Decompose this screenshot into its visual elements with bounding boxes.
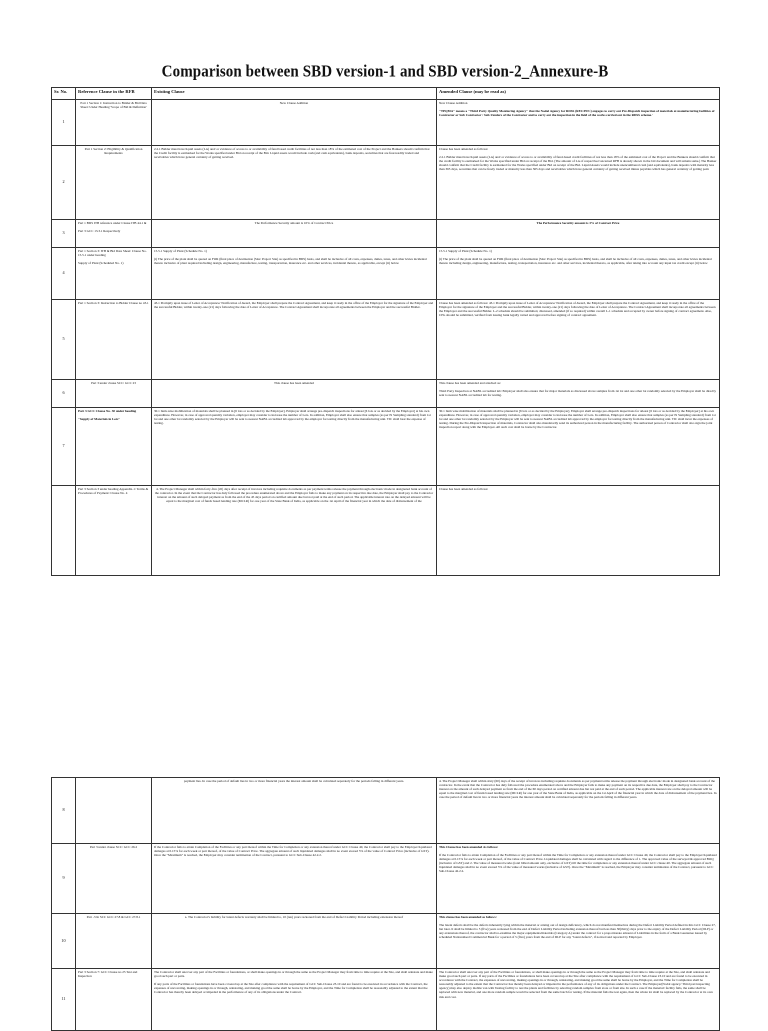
document-title: Comparison between SBD version-1 and SBD version-2_Annexure-B bbox=[161, 62, 609, 82]
row-amended-clause bbox=[437, 100, 720, 146]
table-row bbox=[52, 844, 720, 914]
amended-lead: 15.5.1 Supply of Plant (Schedule No. 1) bbox=[439, 249, 492, 253]
row-existing-clause: The Contractor shall uncover any part of the Facilities or foundations, or shall make openings in or through the same as the Project Manager may from time to time require at the Site, and shall reinstate and make good such part or parts. If any parts of the Facilities or foundations have been covered up at the Site after compliance with the requirement of GCC Sub-Clause 23.10 and are found to be executed in accordance with the Contract, the expenses of uncovering, making openings in or through, reinstating, and making good the same shall be borne by the Employer, and the Time for Completion shall be reasonably adjusted to the extent that the Contractor has thereby been delayed or impeded in the performance of any of its obligations under the Contract. bbox=[152, 969, 437, 1031]
row-existing-clause: 15.5.1 Supply of Plant (Schedule No. 1) (i) The price of the plant shall be quoted on FOR (final place of destination (Site/ Project Site) as specified in BDS) basis, and shall be inclusive of all costs, expenses, duties, taxes, and other levies incidental thereto inclusive of plant required including design, engineering, manufacture, testing, transportation, insurance etc. and other services, incidental thereto, as applicable, except (ii) below bbox=[152, 248, 437, 300]
table-row bbox=[52, 300, 720, 380]
header-amended-clause: Amended Clause (may be read as) bbox=[437, 88, 720, 100]
document-page-2 bbox=[51, 777, 719, 1031]
header-sr-no: Sr. No. bbox=[52, 88, 76, 100]
row-sr-no: 5 bbox=[52, 300, 76, 380]
row-amended-clause bbox=[437, 248, 720, 300]
table-row bbox=[52, 778, 720, 844]
row-sr-no: 8 bbox=[52, 778, 76, 844]
comparison-table bbox=[51, 87, 720, 576]
row-sr-no: 4 bbox=[52, 248, 76, 300]
table-row bbox=[52, 146, 720, 220]
row-reference-clause: Part 1 Section 2: Eligibility & Qualification Requirements bbox=[76, 146, 152, 220]
amended-text: 2.2.1 Bidder must have liquid assets (LA) and/ or evidence of access to or availability of fund-based credit facilities of not less than 18% of the estimated cost of the Project and the Bankers should confirm that the credit facility is earmarked for the Works specified under Bid on receipt of the Bid. (The amount of LA of respective/concerned RFB is already shown in the bid document and will remain same.) The Banker should confirm that the Credit facility is earmarked for the Works specified under Bid on receipt of the Bid. Liquid Assets would include unencumbered cash (and equivalents), bank deposits with maturity less than 365 days, securities that can be freely traded or maturity less than 365 days and receivables which have general certainty of getting received minus payables which has general certainty of getting paid. bbox=[439, 155, 717, 172]
row-amended-clause bbox=[437, 146, 720, 220]
document-page-1 bbox=[51, 56, 719, 576]
row-amended-clause: Clause has been amended as follows: 43.1 Promptly upon issue of Letter of Acceptance/ Notification of Award, the Employer shall prepare the Contract Agreement, and keep it ready in the office of the Employer for the signature of the Employer and the successful Bidder, within twenty-one (21) days following the date of Letter of Acceptance. The Contract Agreement shall incorporate all agreements between the Employer and the successful Bidder. L-2 schedule should be submitted, discussed, amended (if so required) within overall L-1 schedule and accepted by owner before signing of contract agreement. Also, CPG should be submitted, verified from issuing bank legally vetted and approved before signing of contract agreement. bbox=[437, 300, 720, 380]
amended-lead: This Clause has been amended As follows: bbox=[439, 845, 499, 849]
amended-lead: New Clause Addition bbox=[439, 101, 468, 105]
amended-text: If the Contractor fails to attain Completion of the Facilities or any part thereof within the Time for Completion or any extension thereof under GCC Clause 40, the Contractor shall pay to the Employer liquidated damages at 0.15% for each week or part thereof, of the value of Contract Price. Liquidated damages shall be calculated with regard to the difference of 1. The approved value of the surveyed & approved BOQ (inclusive of GST) and 2. The value of measured works (total billed amount only, exclusive of GST) till the time for completion or any extension thereof under GCC clause 40. The aggregate amount of such liquidated damages shall in no event exceed 5% of the value of measured works (inclusive of GST). Once the "Maximum" is reached, the Employer may consider termination of the Contract, pursuant to GCC Sub-Clause 42.2.2. bbox=[439, 853, 717, 874]
row-sr-no: 7 bbox=[52, 408, 76, 486]
comparison-table-continued bbox=[51, 777, 720, 1031]
row-existing-clause: payment lies. In case the period of default lies in two or more financial years the interest amount shall be calculated separately for the periods falling in different years. bbox=[152, 778, 437, 844]
table-row bbox=[52, 220, 720, 248]
row-reference-clause: Part 3 under clause SCC: GCC 23 bbox=[76, 380, 152, 408]
row-reference-clause: Part 3 Section 7: GCC Clause no 25 Test and Inspection bbox=[76, 969, 152, 1031]
amended-text: "TPQMA" means a "Third Party Quality Monitoring Agency" that the Nodal Agency for RDSS (REC/PFC) engages to carry out Pre-Dispatch inspection of materials at manufacturing facilities of Contractor or Sub Contractor / Sub-Vendors of the Contractor and to carry out the inspection in the field of the works carried out in the RDSS scheme.' bbox=[439, 109, 715, 118]
row-sr-no: 10 bbox=[52, 914, 76, 969]
row-sr-no: 3 bbox=[52, 220, 76, 248]
table-row bbox=[52, 914, 720, 969]
row-existing-clause: 4. The Project Manager shall within forty-five (45) days after receipt of invoices including requisite documents as per payment terms release the payment through electronic mode in designated bank account of the contractor. In the event that the Contractor has duly followed the procedure enumerated above and the Employer fails to make any payment on its respective due date, the Employer shall pay to the Contractor interest on the amount of such delayed payment as from the end of the 45 days period on certified amount due but not paid at the end of such period. The applicable interest rate on the delayed amount will be equal to the marginal cost of funds based lending rate (MCLR) for one year of the State Bank of India, as applicable on the 1st April of the financial year in which the date of disbursement of the bbox=[152, 486, 437, 576]
table-row bbox=[52, 969, 720, 1031]
row-existing-clause: 30.1 Item-wise mobilization of materials shall be planned in [6 lots or as decided by the Employer]. Employer shall arrange pre-dispatch inspections for atleast [6 lots or as decided by the Employer] at his own expenditure. However, in case of approved quantity variation, employer may consider to increase the number of Lots. In addition, Employer shall also ensure that samples (as per IS Sampling standard) from 1st lot and one other lot randomly selected by the Employer will be sent to nearest NABL accredited lab approved by the employer for testing directly from the manufacturing unit. TIC shall bear the expense of testing. bbox=[152, 408, 437, 486]
table-row bbox=[52, 380, 720, 408]
row-sr-no: 1 bbox=[52, 100, 76, 146]
amended-text: Third Party Inspection at NABL accredited lab: Employer shall also ensure that for major materials as discussed above samples from 1st lot and one other lot randomly selected by the Employer shall be directly sent to nearest NABL accredited lab for testing. bbox=[439, 389, 717, 398]
amended-lead: This clause has been amended and attached as: bbox=[439, 381, 501, 385]
row-amended-clause bbox=[437, 914, 720, 969]
table-row bbox=[52, 100, 720, 146]
amended-text: (i) The price of the plant shall be quoted on FOR (final place of destination (Site/ Project Site) as specified in BDS) basis, and shall be inclusive of all costs, expenses, duties, taxes, and other levies incidental thereto including design, engineering, manufacture, testing, transportation, insurance etc. and other services, incidental thereto, as applicable, after taking into account any input tax credit except (ii) below bbox=[439, 257, 712, 266]
row-reference-clause: Part 1 Section 1: Instruction to Bidder & Bid Data Sheet: Under Heading 'Scope of Bid & Definition' bbox=[76, 100, 152, 146]
table-row bbox=[52, 248, 720, 300]
header-reference-clause: Reference Clause in the RFB bbox=[76, 88, 152, 100]
row-amended-clause: 4. The Project Manager shall within sixty (60) days of the receipt of invoices including requisite documents as per payment terms release the payment through electronic mode in designated bank account of the contractor. In the event that the Contractor has duly followed the procedure enumerated above and the Employer fails to make any payment on its respective due date, the Employer shall pay to the Contractor interest on the amount of such delayed payment as from the end of the 60 days period on certified amount due but not paid at the end of such period. The applicable interest rate on the delayed amount will be equal to the marginal cost of funds based lending rate (MCLR) for one year of the State Bank of India, as applicable on the 1st April of the financial year in which the date of disbursement of the payment lies. In case the period of default lies in two or more financial years the interest amount shall be calculated separately for the periods falling in different years. bbox=[437, 778, 720, 844]
row-existing-clause: If the Contractor fails to attain Completion of the Facilities or any part thereof within the Time for Completion or any extension thereof under GCC Clause 40, the Contractor shall pay to the Employer liquidated damages at 0.15% for each week or part thereof, of the value of Contract Price. The aggregate amount of such liquidated damages shall in no event exceed 5% of the value of Contract Price (inclusive of GST). Once the "Maximum" is reached, the Employer may consider termination of the Contract, pursuant to GCC Sub-Clause 42.2.2. bbox=[152, 844, 437, 914]
row-amended-clause: 30.1 Item wise mobilization of materials shall be planned in [6 lots or as decided by the Employer]. Employer shall arrange pre-dispatch inspections for atleast [6 lots or as decided by the Employer] at his own expenditure. However, in case of approved quantity variation, employer may consider to increase the number of Lots. In addition, Employer shall also ensure that samples (as per IS Sampling standard) from 1st lot and one other lot randomly selected by the Employer will be sent to nearest NABL accredited lab approved by the employer for testing directly from the manufacturing unit. TIC shall incur the expenses of testing. During the Pre-Dispatch inspection of materials, Contractor shall also mandatorily send its authorized person in the manufacturing facility. The authorized person of Contractor shall also sign the joint inspection report along with the Employer. All such cost shall be borne by the Contractor. bbox=[437, 408, 720, 486]
row-sr-no: 9 bbox=[52, 844, 76, 914]
row-reference-clause: Part 3 GCC Clause No. 30 under heading "Supply of Materials in Lots" bbox=[76, 408, 152, 486]
row-amended-clause bbox=[437, 380, 720, 408]
header-existing-clause: Existing Clause bbox=[152, 88, 437, 100]
table-row bbox=[52, 408, 720, 486]
amended-text: The latent defects shall be the defects inherently lying within the material or arising out of design deficiency, which do not manifest themselves during the Defect Liability Period defined in this GCC Clause 27, but later. It shall be limited to 5 (five) years reckoned from the end of Defect Liability Period including extension thereof but less than 30(thirty) days prior to the expiry of the Defect Liability Period (DLP) or any extensions thereof, the contractor shall re-examine the major equipments/materials (Category A) under the contract for a proportionate amount of Liabilities in the form of a Bank Guarantee issued by scheduled Nationalised Commercial Bank for a period of 5 (five) years from the end of DLP for any "latent defects", if noticed and reported by Employer. bbox=[439, 923, 716, 940]
row-reference-clause: Part 1 Section 3: ITB & Bid Data Sheet: Clause No. 15.5.1 under heading Supply of Plant (Scheduled No. 1) bbox=[76, 248, 152, 300]
row-existing-clause: 2.2.1 Bidder must have liquid assets (LA) and/ or evidence of access to or availability of fund based credit facilities of not less than 18% of the estimated cost of the Project and the Bankers should confirm that the Credit facility is earmarked for the Works specified under Bid on receipt of the Bid. Liquid assets would include cash (and cash equivalents), bank deposits, securities that are free/readily traded and receivables which have general certainty of getting received. bbox=[152, 146, 437, 220]
row-existing-clause: New Clause Addition bbox=[152, 100, 437, 146]
row-sr-no bbox=[52, 486, 76, 576]
amended-lead: This clause has been amended as follows: bbox=[439, 915, 497, 919]
row-existing-clause: The Performance Security amount is 10% of Contract Price bbox=[152, 220, 437, 248]
row-existing-clause: 43.1 Promptly upon issue of Letter of Acceptance/ Notification of Award, the Employer shall prepare the Contract Agreement, and keep it ready in the office of the Employer for the signature of the Employer and the successful Bidder, within twenty-one (21) days following the date of Letter of Acceptance. The Contract Agreement shall incorporate all agreements between the Employer and the successful Bidder. bbox=[152, 300, 437, 380]
row-sr-no: 11 bbox=[52, 969, 76, 1031]
row-reference-clause: Part -3 In SCC GCC 27.8 & GCC 27.8.1 bbox=[76, 914, 152, 969]
table-row bbox=[52, 486, 720, 576]
row-existing-clause: This clause has been amended bbox=[152, 380, 437, 408]
row-amended-clause: Clause has been amended as follows: bbox=[437, 486, 720, 576]
row-amended-clause: The Contractor shall uncover any part of the Facilities or foundations, or shall make openings in or through the same as the Project Manager may from time to time require at the Site, and shall reinstate and make good such part or parts. If any parts of the Facilities or foundations have been covered up at the Site after compliance with the requirement of GCC Sub-Clause 23.10 and are found to be executed in accordance with the Contract, the expenses of uncovering, making openings in or through, reinstating, and making good the same shall be borne by the Employer, and the Time for Completion shall be reasonably adjusted to the extent that the Contractor has thereby been delayed or impeded in the performance of any of its obligations under the Contract. The Employer(Nodal agency/ Third part inspecting agency) may also deploy mobile van with Testing facility to test the plants and facilities by selecting random samples from store or from site. In such a case if the material/ facility fails, the same shall be replaced with new material, and one more random sample would be selected from the same batch for testing. If the material fails the test again, then the whole lot shall be replaced by the Contractor at its own risk and cost. bbox=[437, 969, 720, 1031]
row-amended-clause bbox=[437, 844, 720, 914]
page-break bbox=[0, 722, 768, 776]
row-existing-clause: a. The Contractor's liability for latent defects warranty shall be limited to, 10 (ten) years reckoned from the end of Defect Liability Period including extension thereof bbox=[152, 914, 437, 969]
table-header-row bbox=[52, 88, 720, 100]
row-sr-no: 2 bbox=[52, 146, 76, 220]
row-reference-clause: Part 3 Section 3 under heading Appendix-1: Terms & Procedures of Payment: Clause No. 4 bbox=[76, 486, 152, 576]
row-reference-clause bbox=[76, 778, 152, 844]
row-sr-no: 6 bbox=[52, 380, 76, 408]
row-reference-clause: Part 1 Section 3: Instruction to Bidder Clause no 43.1 bbox=[76, 300, 152, 380]
row-amended-clause: The Performance Security amount is 3% of Contract Price bbox=[437, 220, 720, 248]
amended-lead: Clause has been amended as follows: bbox=[439, 147, 489, 151]
row-reference-clause: Part 3 under clause SCC: GCC 26.2 bbox=[76, 844, 152, 914]
row-reference-clause: Part 1 BDS ITB reference under Clause ITB 44.1 & Part 3 GCC 13.3.1 Respectively bbox=[76, 220, 152, 248]
